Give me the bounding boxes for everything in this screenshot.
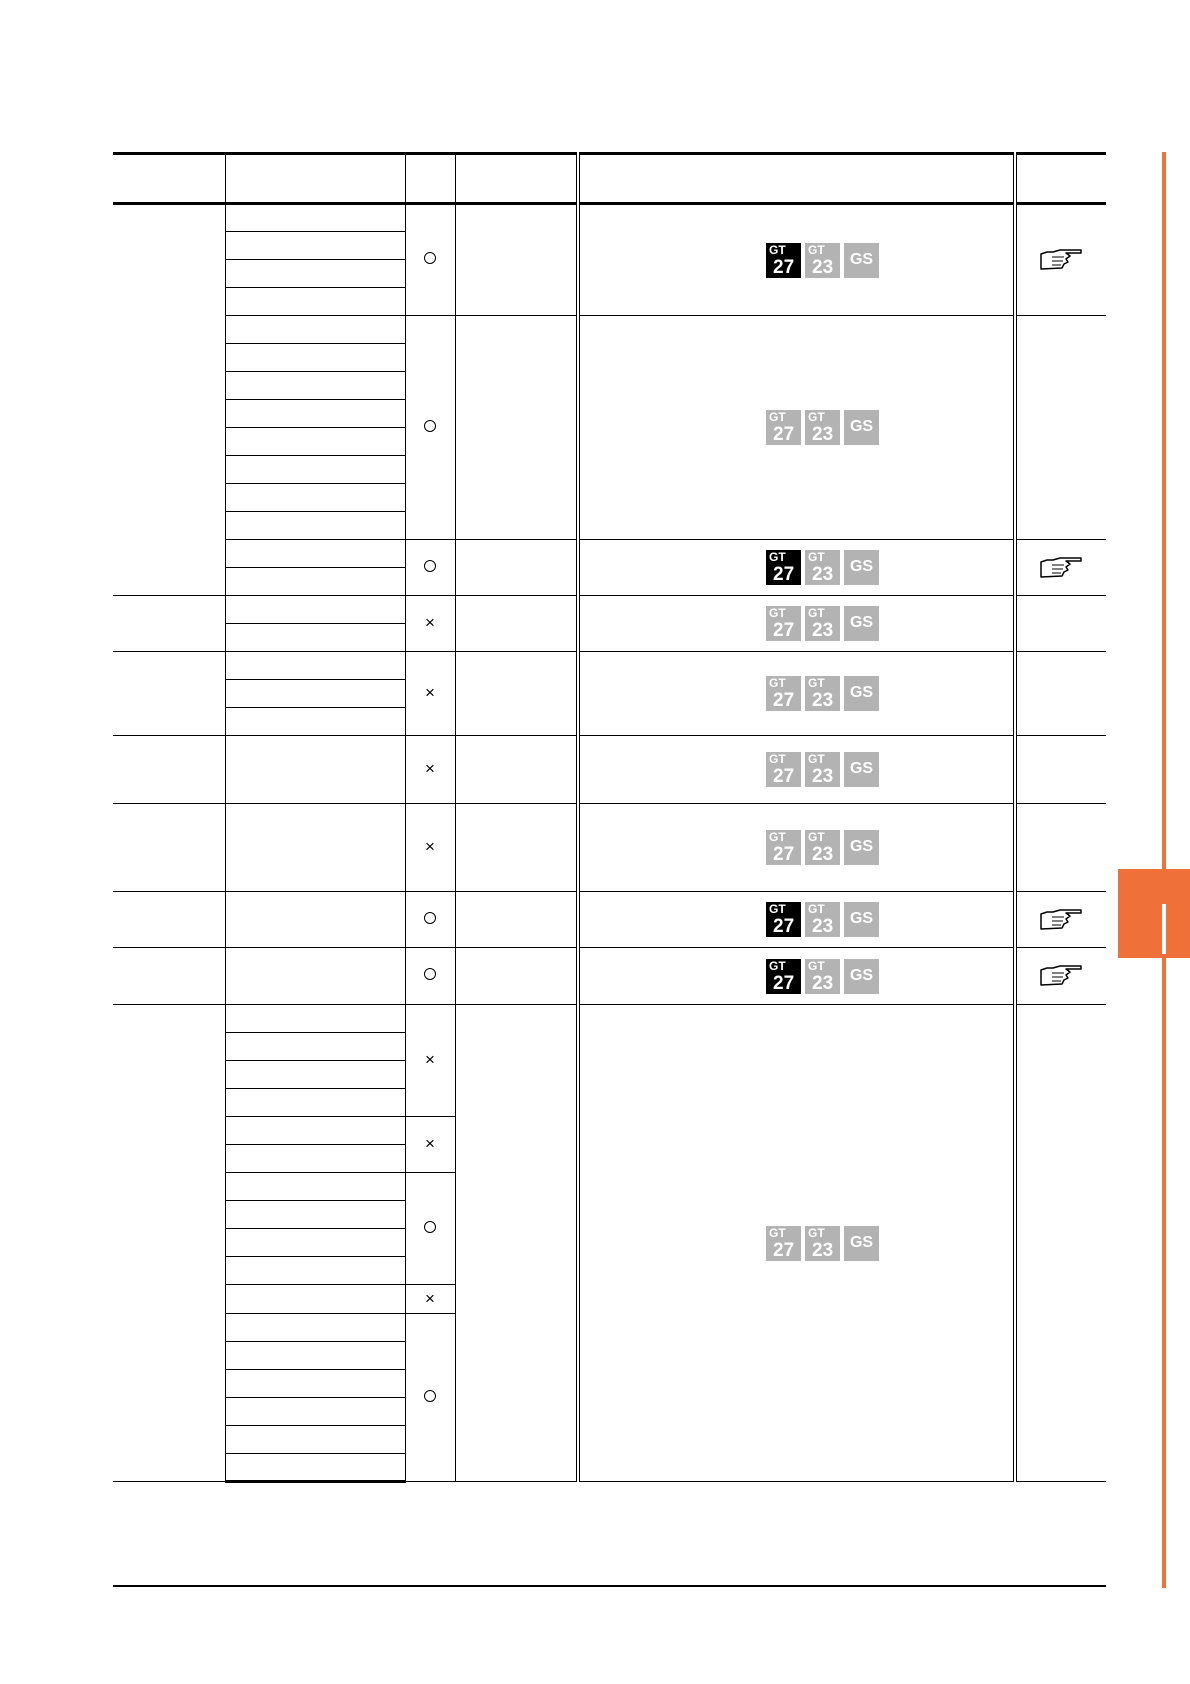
gt23-icon: GT 23 — [805, 550, 840, 585]
item-cell — [225, 892, 405, 948]
support-cell — [405, 204, 455, 316]
not-supported-mark: × — [425, 1134, 435, 1153]
support-cell — [405, 652, 455, 736]
reference-cell — [1015, 892, 1106, 948]
table-row — [113, 736, 1106, 804]
item-cell — [225, 1005, 405, 1033]
gt23-icon: GT 23 — [805, 902, 840, 937]
item-cell — [225, 948, 405, 1005]
hand-pointer-icon[interactable] — [1040, 249, 1084, 271]
setting-cell — [455, 652, 578, 736]
setting-cell — [455, 316, 578, 540]
item-cell — [225, 1033, 405, 1061]
item-cell — [225, 1398, 405, 1426]
gs-icon: GS — [844, 243, 879, 278]
reference-cell — [1015, 948, 1106, 1005]
models-cell — [578, 316, 1015, 540]
chapter-tab-notch — [1162, 904, 1166, 954]
gt23-icon: GT 23 — [805, 752, 840, 787]
hand-pointer-icon[interactable] — [1040, 965, 1084, 987]
models-cell — [578, 204, 1015, 316]
category-cell — [113, 736, 225, 804]
supported-mark — [424, 968, 436, 980]
setting-cell — [455, 948, 578, 1005]
gt27-icon: GT 27 — [766, 1226, 801, 1261]
table-row — [113, 204, 1106, 232]
support-cell — [405, 892, 455, 948]
table-row — [113, 316, 1106, 344]
item-cell — [225, 344, 405, 372]
support-cell — [405, 596, 455, 652]
not-supported-mark: × — [425, 1050, 435, 1069]
item-cell — [225, 260, 405, 288]
item-cell — [225, 1201, 405, 1229]
gt27-icon: GT 27 — [766, 243, 801, 278]
supported-mark — [424, 912, 436, 924]
gt27-icon: GT 27 — [766, 410, 801, 445]
models-cell — [578, 540, 1015, 596]
header-cell — [578, 154, 1015, 204]
item-cell — [225, 316, 405, 344]
gs-icon: GS — [844, 752, 879, 787]
item-cell — [225, 1454, 405, 1482]
gs-icon: GS — [844, 1226, 879, 1261]
header-cell — [455, 154, 578, 204]
item-cell — [225, 372, 405, 400]
supported-mark — [424, 252, 436, 264]
gt27-icon: GT 27 — [766, 830, 801, 865]
gt23-icon: GT 23 — [805, 1226, 840, 1261]
item-cell — [225, 568, 405, 596]
table-row — [113, 540, 1106, 568]
reference-cell — [1015, 540, 1106, 596]
item-cell — [225, 1117, 405, 1145]
setting-cell — [455, 804, 578, 892]
header-cell — [113, 154, 225, 204]
chapter-tab — [1118, 869, 1190, 958]
header-row — [113, 154, 1106, 204]
model-icons — [766, 676, 879, 711]
support-cell — [405, 540, 455, 596]
gs-icon: GS — [844, 606, 879, 641]
header-cell — [1015, 154, 1106, 204]
item-cell — [225, 624, 405, 652]
item-cell — [225, 456, 405, 484]
gt23-icon: GT 23 — [805, 410, 840, 445]
setting-cell — [455, 1005, 578, 1482]
setting-cell — [455, 540, 578, 596]
reference-cell — [1015, 736, 1106, 804]
gt23-icon: GT 23 — [805, 959, 840, 994]
reference-cell — [1015, 204, 1106, 316]
models-cell — [578, 892, 1015, 948]
support-cell — [405, 1005, 455, 1117]
table-row — [113, 652, 1106, 680]
not-supported-mark: × — [425, 837, 435, 856]
supported-mark — [424, 1390, 436, 1402]
spec-table — [113, 152, 1106, 1483]
models-cell — [578, 804, 1015, 892]
reference-cell — [1015, 1005, 1106, 1482]
gs-icon: GS — [844, 830, 879, 865]
gt23-icon: GT 23 — [805, 676, 840, 711]
model-icons — [766, 830, 879, 865]
setting-cell — [455, 892, 578, 948]
hand-pointer-icon[interactable] — [1040, 909, 1084, 931]
models-cell — [578, 1005, 1015, 1482]
gs-icon: GS — [844, 550, 879, 585]
gt23-icon: GT 23 — [805, 606, 840, 641]
item-cell — [225, 232, 405, 260]
gs-icon: GS — [844, 959, 879, 994]
models-cell — [578, 948, 1015, 1005]
gt27-icon: GT 27 — [766, 550, 801, 585]
item-cell — [225, 1285, 405, 1314]
support-cell — [405, 1285, 455, 1314]
not-supported-mark: × — [425, 759, 435, 778]
support-cell — [405, 804, 455, 892]
item-cell — [225, 1257, 405, 1285]
reference-cell — [1015, 804, 1106, 892]
gs-icon: GS — [844, 676, 879, 711]
item-cell — [225, 680, 405, 708]
item-cell — [225, 1229, 405, 1257]
table-row — [113, 596, 1106, 624]
support-cell — [405, 316, 455, 540]
item-cell — [225, 1173, 405, 1201]
item-cell — [225, 540, 405, 568]
item-cell — [225, 512, 405, 540]
hand-pointer-icon[interactable] — [1040, 557, 1084, 579]
models-cell — [578, 596, 1015, 652]
gt27-icon: GT 27 — [766, 676, 801, 711]
model-icons — [766, 902, 879, 937]
setting-cell — [455, 204, 578, 316]
support-cell — [405, 1314, 455, 1482]
support-cell — [405, 1173, 455, 1285]
category-cell — [113, 204, 225, 596]
support-cell — [405, 1117, 455, 1173]
item-cell — [225, 652, 405, 680]
category-cell — [113, 804, 225, 892]
table-row — [113, 804, 1106, 892]
item-cell — [225, 708, 405, 736]
category-cell — [113, 892, 225, 948]
item-cell — [225, 1370, 405, 1398]
setting-cell — [455, 736, 578, 804]
footer-rule — [113, 1585, 1106, 1587]
item-cell — [225, 428, 405, 456]
table-row — [113, 1005, 1106, 1033]
model-icons — [766, 550, 879, 585]
support-cell — [405, 736, 455, 804]
item-cell — [225, 484, 405, 512]
gs-icon: GS — [844, 902, 879, 937]
item-cell — [225, 400, 405, 428]
supported-mark — [424, 1221, 436, 1233]
model-icons — [766, 243, 879, 278]
reference-cell — [1015, 316, 1106, 540]
item-cell — [225, 804, 405, 892]
model-icons — [766, 752, 879, 787]
model-icons — [766, 410, 879, 445]
gt27-icon: GT 27 — [766, 959, 801, 994]
category-cell — [113, 596, 225, 652]
model-icons — [766, 1226, 879, 1261]
gt27-icon: GT 27 — [766, 902, 801, 937]
gt27-icon: GT 27 — [766, 752, 801, 787]
support-cell — [405, 948, 455, 1005]
models-cell — [578, 736, 1015, 804]
model-icons — [766, 606, 879, 641]
category-cell — [113, 948, 225, 1005]
reference-cell — [1015, 652, 1106, 736]
supported-mark — [424, 560, 436, 572]
category-cell — [113, 1005, 225, 1482]
gt23-icon: GT 23 — [805, 830, 840, 865]
not-supported-mark: × — [425, 683, 435, 702]
gs-icon: GS — [844, 410, 879, 445]
item-cell — [225, 1089, 405, 1117]
item-cell — [225, 1314, 405, 1342]
item-cell — [225, 1061, 405, 1089]
item-cell — [225, 1342, 405, 1370]
gt23-icon: GT 23 — [805, 243, 840, 278]
item-cell — [225, 736, 405, 804]
not-supported-mark: × — [425, 1288, 435, 1308]
item-cell — [225, 1426, 405, 1454]
reference-cell — [1015, 596, 1106, 652]
not-supported-mark: × — [425, 613, 435, 632]
item-cell — [225, 1145, 405, 1173]
item-cell — [225, 204, 405, 232]
supported-mark — [424, 420, 436, 432]
header-cell — [225, 154, 405, 204]
header-cell — [405, 154, 455, 204]
category-cell — [113, 652, 225, 736]
model-icons — [766, 959, 879, 994]
setting-cell — [455, 596, 578, 652]
models-cell — [578, 652, 1015, 736]
table-row — [113, 948, 1106, 1005]
item-cell — [225, 288, 405, 316]
item-cell — [225, 596, 405, 624]
table-row — [113, 892, 1106, 948]
gt27-icon: GT 27 — [766, 606, 801, 641]
